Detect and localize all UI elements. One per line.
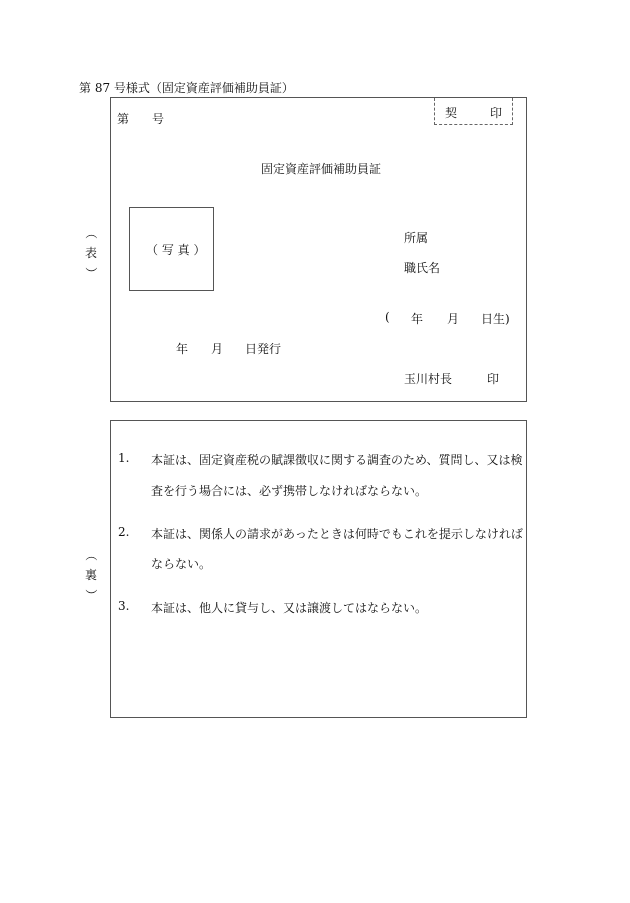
issue-year: 年 — [176, 342, 189, 356]
back-side-label — [84, 548, 98, 602]
paren-open: （ — [84, 548, 98, 561]
front-side-label — [84, 226, 98, 280]
contract-seal-mark: 印 — [490, 106, 503, 120]
note-3-number: 3. — [118, 599, 130, 613]
issuer-seal: 印 — [487, 372, 500, 386]
photo-box — [129, 207, 214, 291]
note-2-line-1: 本証は、関係人の請求があったときは何時でもこれを提示しなければ — [151, 527, 523, 541]
note-2-line-2: ならない。 — [151, 557, 212, 571]
paren-open: （ — [84, 226, 98, 239]
birth-day: 日生) — [481, 312, 510, 326]
number-prefix: 第 — [117, 112, 130, 126]
number-suffix: 号 — [152, 112, 165, 126]
affiliation-label: 所属 — [404, 231, 429, 245]
birth-open: ( — [385, 310, 390, 324]
note-1-number: 1. — [118, 451, 130, 465]
card-title: 固定資産評価補助員証 — [261, 162, 382, 176]
issuer: 玉川村長 — [404, 372, 453, 386]
note-1-line-1: 本証は、固定資産税の賦課徴収に関する調査のため、質問し、又は検 — [151, 453, 523, 467]
issue-month: 月 — [211, 342, 224, 356]
photo-label: （ 写 真 ） — [146, 243, 206, 257]
issue-day: 日発行 — [245, 342, 282, 356]
form-title: 第 87 号様式（固定資産評価補助員証） — [79, 81, 294, 95]
front-label-char: 表 — [84, 246, 97, 260]
name-label: 職氏名 — [404, 261, 441, 275]
birth-year: 年 — [411, 312, 424, 326]
card-front — [110, 97, 527, 402]
note-1-line-2: 査を行う場合には、必ず携帯しなければならない。 — [151, 484, 428, 498]
contract-seal-label: 契 — [445, 106, 458, 120]
paren-close: ） — [84, 266, 98, 279]
note-3-line-1: 本証は、他人に貸与し、又は譲渡してはならない。 — [151, 601, 428, 615]
note-2-number: 2. — [118, 525, 130, 539]
back-label-char: 裏 — [84, 568, 97, 582]
card-back — [110, 420, 527, 718]
contract-seal-box — [434, 98, 513, 125]
birth-month: 月 — [447, 312, 460, 326]
paren-close: ） — [84, 588, 98, 601]
